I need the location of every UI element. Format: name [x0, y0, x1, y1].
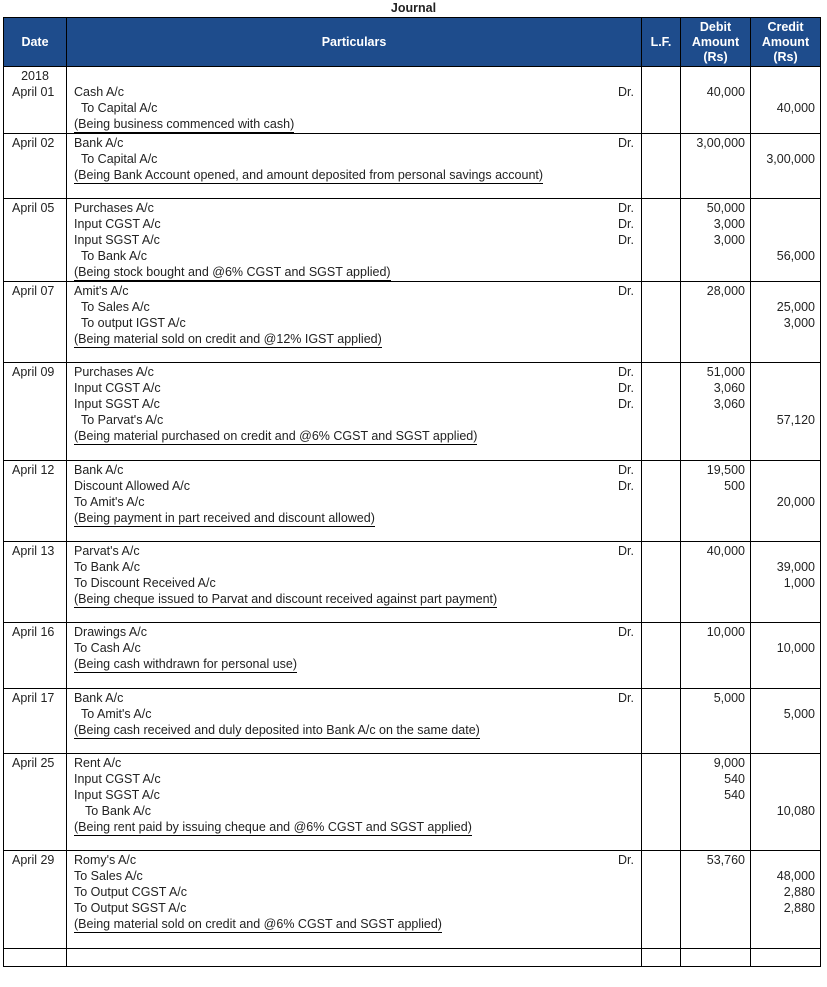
header-lf: L.F.: [642, 18, 681, 67]
debit-amount: 540: [724, 772, 745, 786]
empty-row: [4, 949, 821, 967]
debit-account: Bank A/c: [74, 463, 124, 477]
entry-particulars-cell: [67, 67, 642, 134]
credit-account: To Capital A/c: [81, 152, 158, 166]
credit-account: To Sales A/c: [81, 300, 150, 314]
debit-amount: 19,500: [706, 463, 745, 477]
debit-amount: 28,000: [706, 284, 745, 298]
entry-debit-cell: [681, 67, 751, 134]
entry-credit-cell: [751, 282, 821, 363]
debit-amount: 40,000: [706, 544, 745, 558]
debit-account: Input CGST A/c: [74, 772, 161, 786]
debit-line: [74, 755, 641, 771]
entry-lf-cell: [642, 134, 681, 199]
narration: (Being rent paid by issuing cheque and @6% CGST and SGST applied): [74, 820, 472, 834]
empty-particulars-cell: [67, 949, 642, 967]
journal-row: [4, 282, 821, 363]
journal-title: Journal: [390, 1, 437, 15]
entry-date-cell: [4, 851, 67, 949]
narration: (Being payment in part received and discount allowed): [74, 511, 375, 525]
entry-date: April 17: [12, 691, 55, 705]
entry-date-cell: [4, 689, 67, 754]
entry-date-cell: [4, 754, 67, 851]
debit-line: [74, 380, 641, 396]
credit-amount: 39,000: [776, 560, 815, 574]
header-row: [4, 18, 821, 67]
debit-account: Cash A/c: [74, 85, 125, 99]
journal-row: [4, 542, 821, 623]
journal-row: [4, 363, 821, 461]
entry-particulars-cell: [67, 851, 642, 949]
journal-row: [4, 67, 821, 134]
debit-line: [74, 624, 641, 640]
entry-lf-cell: [642, 623, 681, 689]
entry-credit-cell: [751, 623, 821, 689]
narration-line: [74, 591, 641, 608]
journal-row: [4, 623, 821, 689]
debit-line: [74, 283, 641, 299]
journal-table: [3, 17, 821, 967]
entry-credit-cell: [751, 851, 821, 949]
dr-mark: Dr.: [618, 853, 634, 867]
debit-amount: 500: [724, 479, 745, 493]
entry-particulars-cell: [67, 623, 642, 689]
entry-lf-cell: [642, 199, 681, 282]
dr-mark: Dr.: [618, 625, 634, 639]
debit-amount: 3,060: [713, 381, 745, 395]
debit-account: Input CGST A/c: [74, 217, 161, 231]
entry-credit-cell: [751, 754, 821, 851]
credit-account: To Cash A/c: [74, 641, 141, 655]
entry-particulars-cell: [67, 461, 642, 542]
narration-line: [74, 510, 641, 527]
debit-line: [74, 478, 641, 494]
debit-amount: 3,000: [713, 233, 745, 247]
debit-account: Input CGST A/c: [74, 381, 161, 395]
debit-amount: 51,000: [706, 365, 745, 379]
credit-amount: 57,120: [776, 413, 815, 427]
narration-line: [74, 116, 641, 133]
entry-credit-cell: [751, 689, 821, 754]
debit-amount: 3,000: [713, 217, 745, 231]
header-particulars: Particulars: [67, 18, 642, 67]
credit-amount: 3,00,000: [766, 152, 815, 166]
dr-mark: Dr.: [618, 365, 634, 379]
entry-particulars-cell: [67, 282, 642, 363]
header-debit-line-1: Debit: [699, 19, 732, 34]
dr-mark: Dr.: [618, 463, 634, 477]
debit-account: Purchases A/c: [74, 201, 154, 215]
debit-line: [74, 852, 641, 868]
debit-line: [74, 787, 641, 803]
narration: (Being cash received and duly deposited into Bank A/c on the same date): [74, 723, 480, 737]
header-credit-line-3: (Rs): [773, 49, 798, 64]
narration: (Being business commenced with cash): [74, 117, 295, 131]
entry-date-cell: [4, 67, 67, 134]
debit-line: [74, 216, 641, 232]
debit-account: Romy's A/c: [74, 853, 137, 867]
dr-mark: Dr.: [618, 217, 634, 231]
entry-credit-cell: [751, 199, 821, 282]
debit-line: [74, 232, 641, 248]
dr-mark: Dr.: [618, 397, 634, 411]
narration-line: [74, 656, 641, 673]
debit-line: [74, 200, 641, 216]
journal-row: [4, 199, 821, 282]
dr-mark: Dr.: [618, 136, 634, 150]
credit-amount: 3,000: [783, 316, 815, 330]
entry-lf-cell: [642, 363, 681, 461]
dr-mark: Dr.: [618, 85, 634, 99]
entry-debit-cell: [681, 199, 751, 282]
debit-line: [74, 690, 641, 706]
entry-debit-cell: [681, 542, 751, 623]
dr-mark: Dr.: [618, 233, 634, 247]
entry-lf-cell: [642, 851, 681, 949]
debit-line: [74, 135, 641, 151]
entry-date-cell: [4, 461, 67, 542]
debit-line: [74, 364, 641, 380]
credit-account: To Bank A/c: [74, 560, 141, 574]
entry-lf-cell: [642, 282, 681, 363]
debit-amount: 40,000: [706, 85, 745, 99]
entry-debit-cell: [681, 754, 751, 851]
debit-line: [74, 84, 641, 100]
entry-lf-cell: [642, 754, 681, 851]
entry-date: April 02: [12, 136, 55, 150]
debit-line: [74, 462, 641, 478]
year-spacer: [751, 84, 815, 100]
debit-amount: 10,000: [706, 625, 745, 639]
journal-row: [4, 851, 821, 949]
credit-account: To Bank A/c: [81, 249, 148, 263]
entry-credit-cell: [751, 134, 821, 199]
debit-account: Parvat's A/c: [74, 544, 140, 558]
credit-account: To output IGST A/c: [81, 316, 186, 330]
narration: (Being Bank Account opened, and amount deposited from personal savings account): [74, 168, 544, 182]
narration-line: [74, 916, 641, 933]
credit-amount: 56,000: [776, 249, 815, 263]
narration: (Being material purchased on credit and @6% CGST and SGST applied): [74, 429, 478, 443]
credit-amount: 10,080: [776, 804, 815, 818]
entry-debit-cell: [681, 134, 751, 199]
entry-date: April 16: [12, 625, 55, 639]
narration: (Being cheque issued to Parvat and discount received against part payment): [74, 592, 498, 606]
year-spacer: [74, 68, 641, 84]
entry-credit-cell: [751, 363, 821, 461]
credit-amount: 20,000: [776, 495, 815, 509]
narration-line: [74, 331, 641, 348]
entry-debit-cell: [681, 363, 751, 461]
year-spacer: [681, 68, 745, 84]
journal-row: [4, 461, 821, 542]
entry-date: April 01: [12, 85, 55, 99]
debit-account: Bank A/c: [74, 691, 124, 705]
entry-date-cell: [4, 623, 67, 689]
entry-particulars-cell: [67, 134, 642, 199]
credit-account: To Sales A/c: [74, 869, 143, 883]
entry-lf-cell: [642, 461, 681, 542]
header-debit-line-3: (Rs): [703, 49, 728, 64]
debit-amount: 540: [724, 788, 745, 802]
entry-date: April 07: [12, 284, 55, 298]
debit-account: Amit's A/c: [74, 284, 129, 298]
journal-body: [4, 67, 821, 967]
narration: (Being cash withdrawn for personal use): [74, 657, 298, 671]
entry-lf-cell: [642, 689, 681, 754]
entry-date: April 12: [12, 463, 55, 477]
debit-account: Purchases A/c: [74, 365, 154, 379]
entry-date: April 13: [12, 544, 55, 558]
credit-account: To Bank A/c: [85, 804, 152, 818]
entry-credit-cell: [751, 67, 821, 134]
credit-account: To Output SGST A/c: [74, 901, 187, 915]
header-debit-line-2: Amount: [691, 34, 740, 49]
dr-mark: Dr.: [618, 479, 634, 493]
narration: (Being stock bought and @6% CGST and SGST applied): [74, 265, 391, 279]
credit-account: To Capital A/c: [81, 101, 158, 115]
narration-line: [74, 167, 641, 184]
debit-account: Input SGST A/c: [74, 233, 160, 247]
narration-line: [74, 819, 641, 836]
narration: (Being material sold on credit and @12% IGST applied): [74, 332, 382, 346]
entry-date: April 05: [12, 201, 55, 215]
debit-account: Input SGST A/c: [74, 397, 160, 411]
credit-amount: 40,000: [776, 101, 815, 115]
debit-amount: 3,060: [713, 397, 745, 411]
entry-particulars-cell: [67, 363, 642, 461]
entry-lf-cell: [642, 542, 681, 623]
journal-row: [4, 689, 821, 754]
debit-account: Drawings A/c: [74, 625, 147, 639]
credit-amount: 5,000: [783, 707, 815, 721]
debit-account: Input SGST A/c: [74, 788, 160, 802]
dr-mark: Dr.: [618, 544, 634, 558]
journal-row: [4, 134, 821, 199]
entry-lf-cell: [642, 67, 681, 134]
entry-particulars-cell: [67, 689, 642, 754]
entry-credit-cell: [751, 542, 821, 623]
entry-debit-cell: [681, 461, 751, 542]
credit-amount: 2,880: [783, 885, 815, 899]
entry-date-cell: [4, 282, 67, 363]
entry-debit-cell: [681, 623, 751, 689]
empty-lf-cell: [642, 949, 681, 967]
header-date: Date: [4, 18, 67, 67]
dr-mark: Dr.: [618, 381, 634, 395]
entry-debit-cell: [681, 282, 751, 363]
entry-particulars-cell: [67, 754, 642, 851]
credit-amount: 25,000: [776, 300, 815, 314]
credit-account: To Parvat's A/c: [81, 413, 164, 427]
debit-amount: 3,00,000: [696, 136, 745, 150]
entry-date: April 09: [12, 365, 55, 379]
debit-amount: 9,000: [713, 756, 745, 770]
empty-debit-cell: [681, 949, 751, 967]
credit-amount: 1,000: [783, 576, 815, 590]
narration-line: [74, 264, 641, 281]
dr-mark: Dr.: [618, 691, 634, 705]
header-credit-line-2: Amount: [761, 34, 810, 49]
entry-particulars-cell: [67, 199, 642, 282]
journal-row: [4, 754, 821, 851]
debit-amount: 53,760: [706, 853, 745, 867]
header-debit: [681, 18, 751, 67]
entry-date: April 29: [12, 853, 55, 867]
entry-date-cell: [4, 542, 67, 623]
entry-date: April 25: [12, 756, 55, 770]
credit-amount: 48,000: [776, 869, 815, 883]
entry-particulars-cell: [67, 542, 642, 623]
empty-date-cell: [4, 949, 67, 967]
credit-account: To Discount Received A/c: [74, 576, 216, 590]
debit-account: Discount Allowed A/c: [74, 479, 191, 493]
header-credit: [751, 18, 821, 67]
header-credit-line-1: Credit: [767, 19, 804, 34]
debit-amount: 50,000: [706, 201, 745, 215]
debit-line: [74, 543, 641, 559]
credit-amount: 2,880: [783, 901, 815, 915]
dr-mark: Dr.: [618, 284, 634, 298]
credit-amount: 10,000: [776, 641, 815, 655]
narration-line: [74, 428, 641, 445]
entry-year: 2018: [21, 69, 49, 83]
entry-credit-cell: [751, 461, 821, 542]
debit-line: [74, 771, 641, 787]
entry-date-cell: [4, 199, 67, 282]
credit-account: To Amit's A/c: [74, 495, 145, 509]
credit-account: To Output CGST A/c: [74, 885, 188, 899]
dr-mark: Dr.: [618, 201, 634, 215]
narration: (Being material sold on credit and @6% CGST and SGST applied): [74, 917, 442, 931]
debit-line: [74, 396, 641, 412]
empty-credit-cell: [751, 949, 821, 967]
entry-debit-cell: [681, 851, 751, 949]
entry-date-cell: [4, 363, 67, 461]
debit-amount: 5,000: [713, 691, 745, 705]
entry-debit-cell: [681, 689, 751, 754]
credit-account: To Amit's A/c: [81, 707, 152, 721]
debit-account: Bank A/c: [74, 136, 124, 150]
entry-date-cell: [4, 134, 67, 199]
debit-account: Rent A/c: [74, 756, 122, 770]
narration-line: [74, 722, 641, 739]
